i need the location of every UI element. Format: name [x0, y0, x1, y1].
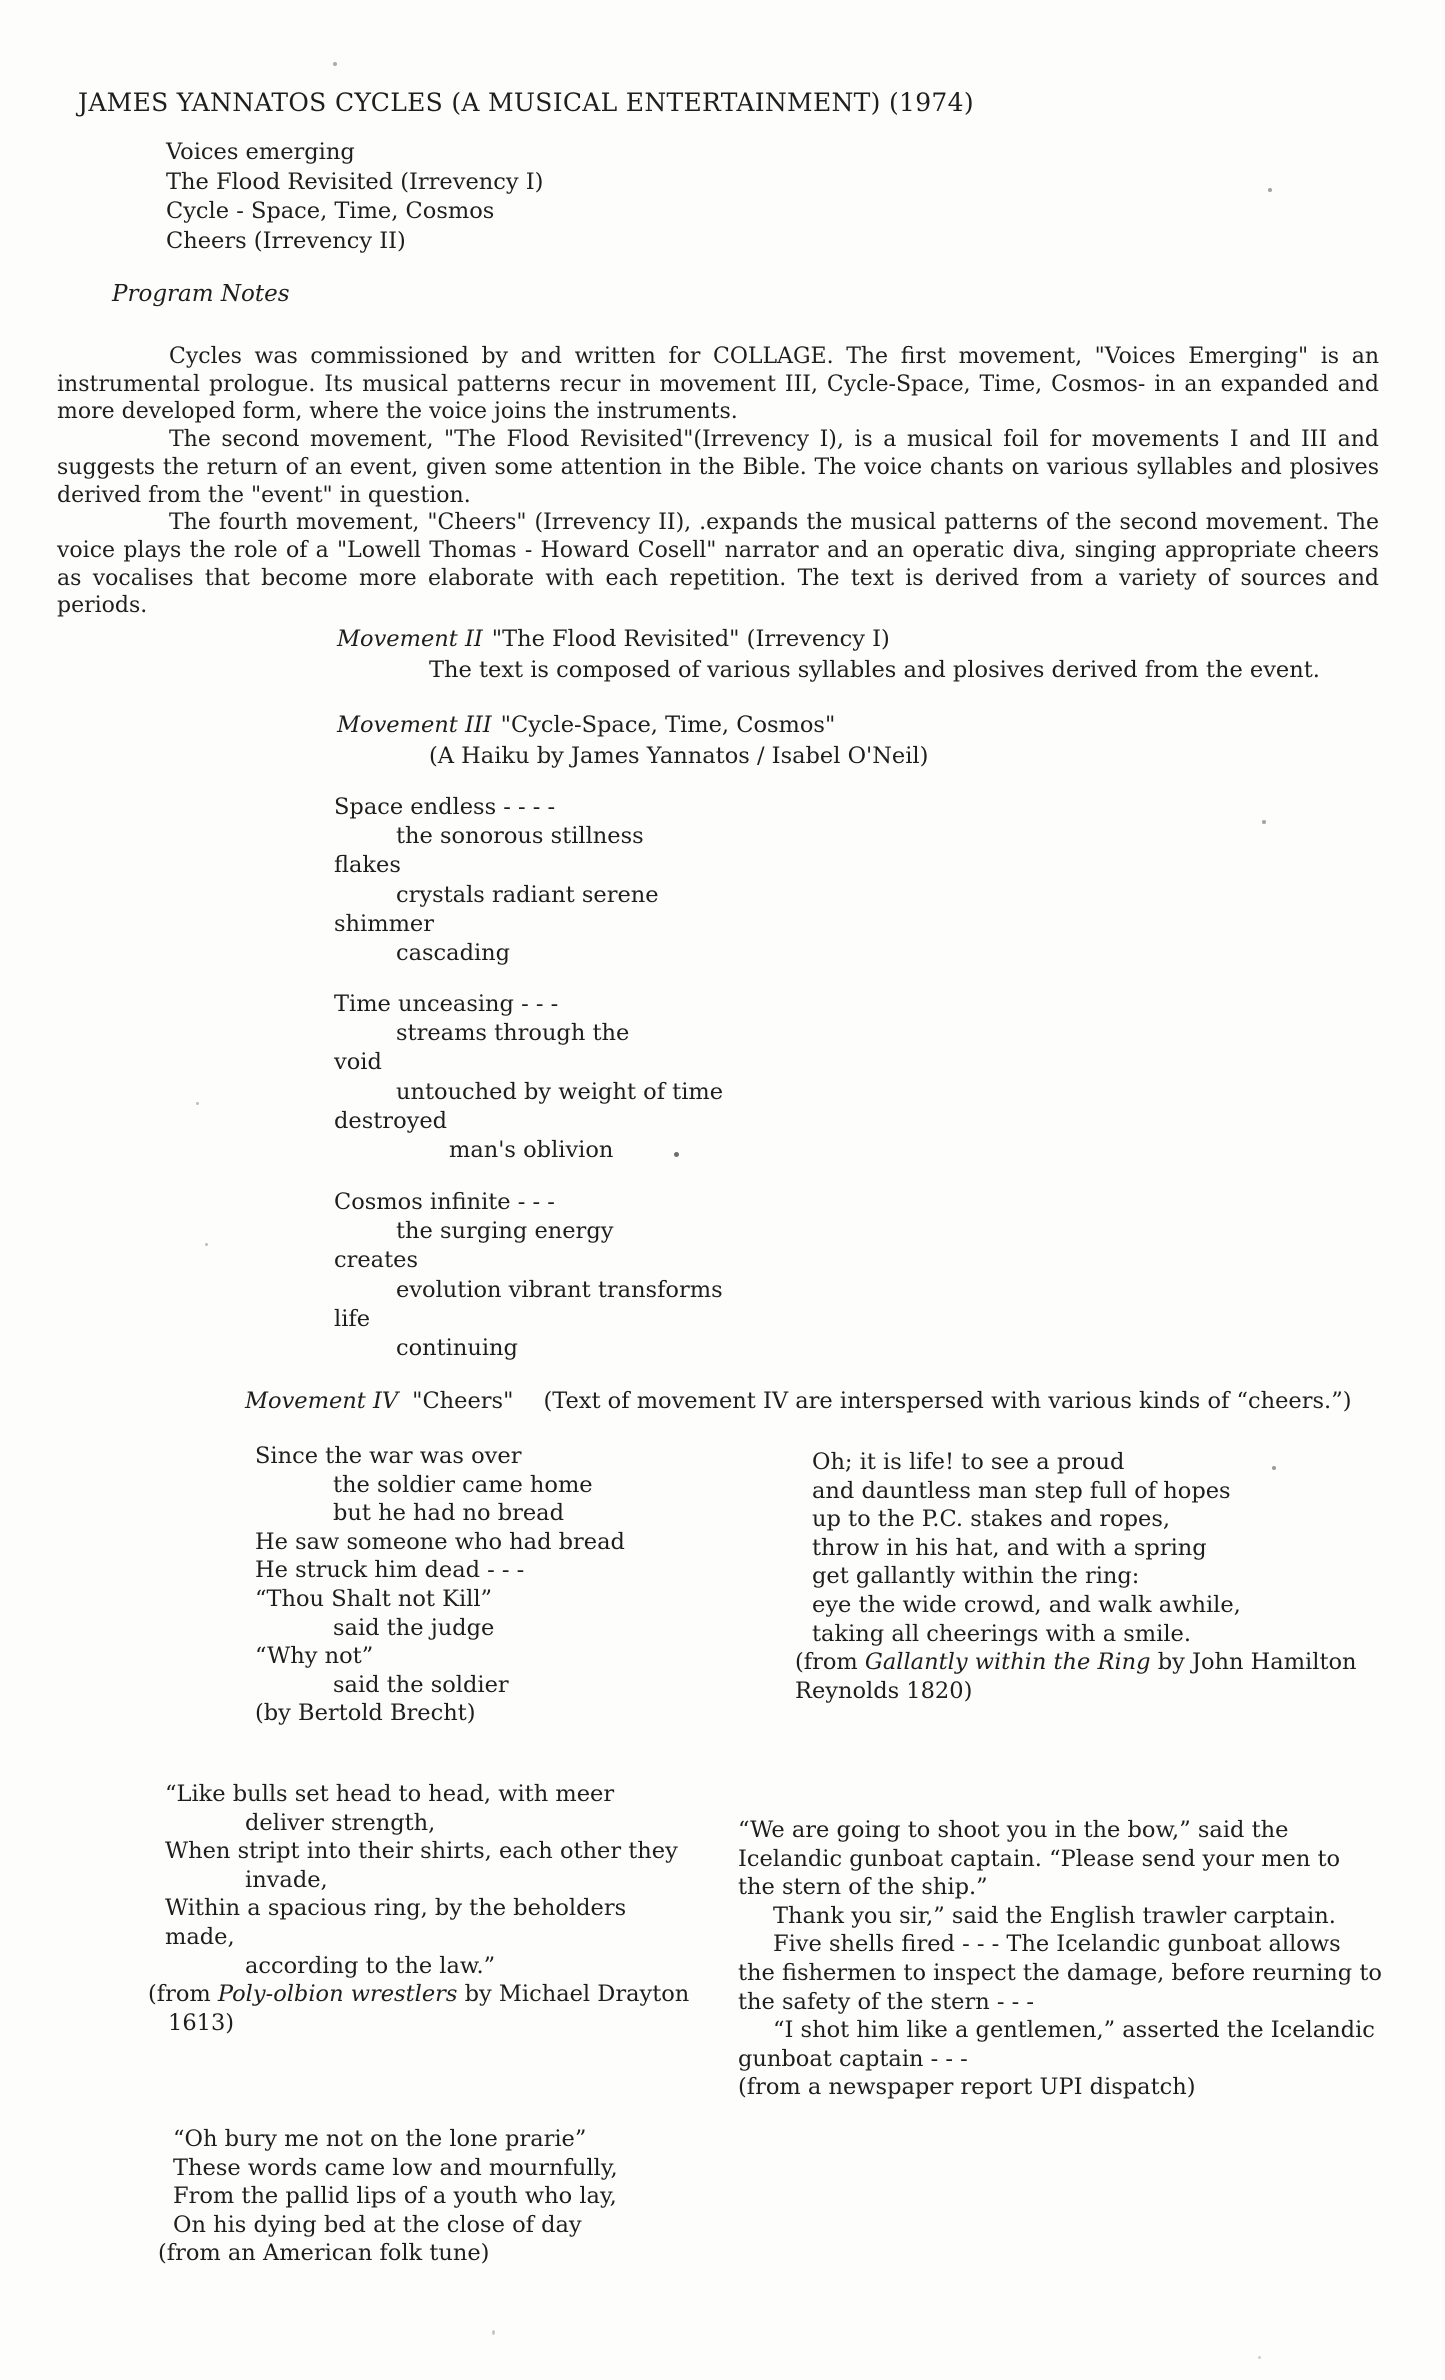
- poem-line: From the pallid lips of a youth who lay,: [173, 2183, 617, 2210]
- poem-line: “Like bulls set head to head, with meer: [165, 1781, 615, 1807]
- poem-folk-tune: [158, 2125, 618, 2268]
- scan-speck: [1262, 820, 1266, 824]
- poem-line: He saw someone who had bread: [255, 1528, 625, 1555]
- poem-line: made,: [165, 1923, 235, 1950]
- composer-name: JAMES YANNATOS: [78, 88, 327, 117]
- movement-3-title: "Cycle-Space, Time, Cosmos": [500, 712, 836, 738]
- poem-line: the stern of the ship.”: [738, 1874, 988, 1901]
- poem-line: and dauntless man step full of hopes: [812, 1477, 1231, 1504]
- stray-period-mark: [674, 1152, 679, 1157]
- movement-list-item: Cheers (Irrevency II): [166, 227, 406, 254]
- poem-line: taking all cheerings with a smile.: [812, 1620, 1192, 1647]
- movement-2-title: "The Flood Revisited" (Irrevency I): [491, 626, 890, 652]
- movement-4-title: "Cheers": [412, 1388, 514, 1414]
- movement-4-note: (Text of movement IV are interspersed with various kinds of “cheers.”): [543, 1388, 1352, 1414]
- scan-speck: [1272, 1466, 1276, 1470]
- scan-speck: [333, 62, 337, 66]
- poem-line: He struck him dead - - -: [255, 1557, 525, 1584]
- poem-line: On his dying bed at the close of day: [173, 2211, 582, 2238]
- haiku-line: streams through the: [396, 1020, 630, 1047]
- scan-speck: [1268, 188, 1272, 192]
- poem-upi-dispatch: [738, 1816, 1382, 2102]
- poem-line: (from Poly-olbion wrestlers by Michael Drayton: [148, 1981, 690, 2008]
- poem-line: Oh; it is life! to see a proud: [812, 1449, 1125, 1475]
- haiku-line: creates: [334, 1247, 418, 1274]
- poem-line: said the judge: [333, 1614, 495, 1641]
- haiku-stanza-cosmos: [334, 1188, 723, 1363]
- poem-line: deliver strength,: [245, 1809, 436, 1836]
- haiku-line: Time unceasing - - -: [334, 991, 559, 1017]
- poem-line: but he had no bread: [333, 1500, 564, 1527]
- haiku-line: flakes: [334, 852, 401, 879]
- poem-line: (from Gallantly within the Ring by John Hamilton: [795, 1649, 1357, 1676]
- movement-list-item: Cycle - Space, Time, Cosmos: [166, 198, 495, 224]
- haiku-stanza-space: [334, 793, 659, 968]
- haiku-line: continuing: [396, 1335, 518, 1362]
- program-notes-paragraph: The fourth movement, "Cheers" (Irrevency II), .expands the musical patterns of the second movement. The voice plays the role of a "Lowell Thomas - Howard Cosell" narrator and an operatic diva, singing appropriate cheers as vocalises that become more elaborate with each repetition. The text is derived from a variety of sources and periods.: [57, 510, 1379, 619]
- poem-line: When stript into their shirts, each other they: [165, 1838, 678, 1865]
- poem-line: said the soldier: [333, 1671, 509, 1698]
- poem-line: Five shells fired - - - The Icelandic gunboat allows: [773, 1931, 1341, 1958]
- poem-line: 1613): [168, 2009, 235, 2036]
- poem-line: “We are going to shoot you in the bow,” said the: [738, 1817, 1289, 1843]
- poem-line: gunboat captain - - -: [738, 2045, 968, 2072]
- poem-line: throw in his hat, and with a spring: [812, 1534, 1207, 1561]
- movement-2-heading: [337, 624, 1320, 686]
- poem-line: the fishermen to inspect the damage, before reurning to: [738, 1959, 1382, 1986]
- poem-line: the safety of the stern - - -: [738, 1988, 1034, 2015]
- poem-line: Thank you sir,” said the English trawler carptain.: [773, 1902, 1336, 1929]
- poem-line: eye the wide crowd, and walk awhile,: [812, 1591, 1241, 1618]
- haiku-line: Space endless - - - -: [334, 794, 556, 820]
- poem-line: “Thou Shalt not Kill”: [255, 1585, 493, 1612]
- haiku-stanza-time: [334, 990, 723, 1165]
- haiku-line: life: [334, 1305, 371, 1332]
- movement-4-label: Movement IV: [245, 1388, 399, 1414]
- haiku-line: cascading: [396, 940, 511, 967]
- scan-speck: [1258, 2356, 1261, 2359]
- movement-4-heading: [245, 1388, 1351, 1414]
- haiku-line: Cosmos infinite - - -: [334, 1189, 555, 1215]
- haiku-line: evolution vibrant transforms: [396, 1276, 723, 1303]
- poem-line: These words came low and mournfully,: [173, 2154, 618, 2181]
- poem-line: get gallantly within the ring:: [812, 1563, 1140, 1590]
- movement-2-title-line: [337, 624, 1320, 655]
- poem-line: “Why not”: [255, 1643, 374, 1670]
- program-notes-heading: Program Notes: [112, 281, 290, 307]
- work-title: CYCLES (A MUSICAL ENTERTAINMENT) (1974): [335, 88, 974, 117]
- poem-reynolds: [795, 1448, 1357, 1705]
- poem-line: invade,: [245, 1866, 328, 1893]
- poem-line: “I shot him like a gentlemen,” asserted the Icelandic: [773, 2017, 1375, 2044]
- scan-speck: [196, 1102, 199, 1105]
- program-notes-paragraph: The second movement, "The Flood Revisited"(Irrevency I), is a musical foil for movements I and III and suggests the return of an event, given some attention in the Bible. The voice chants on various syllables and plosives derived from the "event" in question.: [57, 427, 1379, 508]
- movement-3-title-line: [337, 710, 928, 741]
- poem-brecht: [255, 1442, 625, 1728]
- haiku-line: shimmer: [334, 910, 434, 937]
- movements-list: [166, 138, 543, 256]
- poem-line: (from an American folk tune): [158, 2240, 490, 2267]
- haiku-line: destroyed: [334, 1107, 448, 1134]
- movement-2-subtitle: The text is composed of various syllables and plosives derived from the event.: [429, 657, 1320, 683]
- haiku-line: crystals radiant serene: [396, 881, 659, 908]
- poem-line: Reynolds 1820): [795, 1677, 973, 1704]
- program-notes-paragraph: Cycles was commissioned by and written for COLLAGE. The first movement, "Voices Emerging" is an instrumental prologue. Its musical patterns recur in movement III, Cycle-Space, Time, Cosmos- in an expanded and more developed form, where the voice joins the instruments.: [57, 344, 1379, 425]
- haiku-line: the surging energy: [396, 1218, 614, 1245]
- scan-speck: [492, 2330, 495, 2335]
- poem-line: according to the law.”: [245, 1952, 496, 1979]
- scan-speck: [205, 1243, 208, 1246]
- movement-3-label: Movement III: [337, 712, 492, 738]
- movement-list-item: Voices emerging: [166, 139, 355, 165]
- program-notes: [57, 343, 1379, 620]
- movement-list-item: The Flood Revisited (Irrevency I): [166, 168, 544, 195]
- haiku-line: untouched by weight of time: [396, 1078, 724, 1105]
- haiku-line: man's oblivion: [449, 1137, 614, 1164]
- movement-3-subtitle: (A Haiku by James Yannatos / Isabel O'Neil): [429, 743, 929, 769]
- poem-line: Since the war was over: [255, 1443, 522, 1469]
- poem-line: (by Bertold Brecht): [255, 1700, 476, 1727]
- poem-drayton: [148, 1780, 689, 2037]
- poem-line: Within a spacious ring, by the beholders: [165, 1895, 627, 1922]
- haiku-line: the sonorous stillness: [396, 823, 644, 850]
- movement-2-label: Movement II: [337, 626, 483, 652]
- poem-line: up to the P.C. stakes and ropes,: [812, 1506, 1171, 1533]
- poem-line: the soldier came home: [333, 1471, 593, 1498]
- haiku-line: void: [334, 1049, 382, 1076]
- movement-3-heading: [337, 710, 928, 772]
- poem-line: (from a newspaper report UPI dispatch): [738, 2074, 1196, 2101]
- poem-line: Icelandic gunboat captain. “Please send your men to: [738, 1845, 1341, 1872]
- poem-line: “Oh bury me not on the lone prarie”: [173, 2126, 587, 2152]
